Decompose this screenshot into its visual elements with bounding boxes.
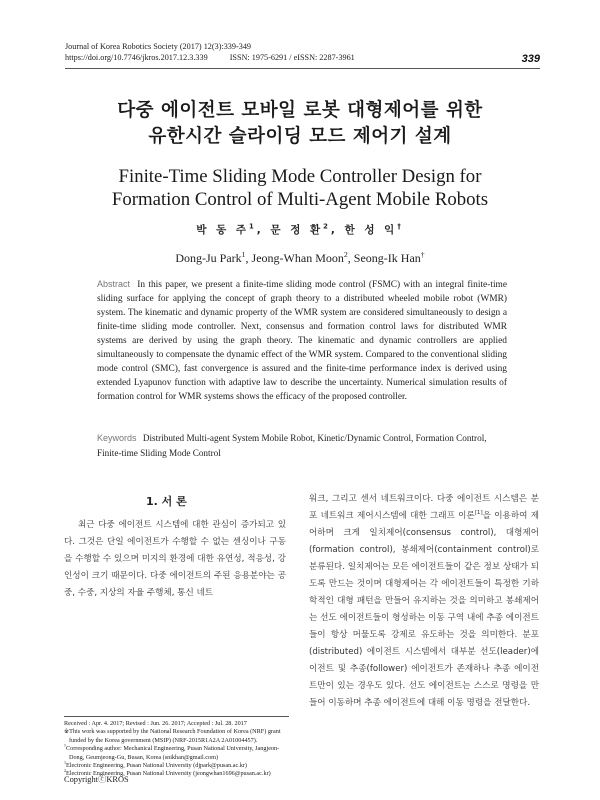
journal-citation: Journal of Korea Robotics Society (2017) 12(3):339-349 <box>65 42 252 51</box>
keywords-text: Distributed Multi-agent System Mobile Robot, Kinetic/Dynamic Control, Formation Control, Finite-time Sliding Mode Control <box>97 433 487 458</box>
abstract <box>97 277 507 404</box>
copyright-prefix: Copyright <box>64 775 98 784</box>
affiliation-mark-1: 1 <box>64 759 67 765</box>
copyright-icon: ⓒ <box>97 775 107 784</box>
affiliation-mark-2: 2 <box>64 768 67 774</box>
english-author-1-affil: 1 <box>241 250 246 259</box>
journal-header <box>65 41 540 63</box>
header-divider <box>65 68 540 69</box>
english-authors: Dong-Ju Park$^1$, Jeong-Whan Moon$^2$, Seong-Ik Han† <box>175 250 425 265</box>
body-right-column: 워크, 그리고 센서 네트워크이다. 다중 에이전트 시스템은 분포 네트워크 제어시스템에 대한 그래프 이론[1]을 이용하여 제어하며 크게 일치제어(consensus control), 대형제어(formation control), 봉쇄제어(containment control)로 분류된다. 일치제어는 모든 에이전트들이 같은 정보 상태가 되도록 만드는 것이며 대형제어는 각 에이전트들이 특정한 기하학적인 대형 패턴을 만들어 유지하는 것을 의미하고 봉쇄제어는 선도 에이전트들이 형성하는 이동 구역 내에 추종 에이전트들이 항상 머물도록 강제로 유도하는 것을 의미한다. 분포(distributed) 에이전트 시스템에서 대부분 선도(leader)에이전트 및 추종(follower) 에이전트가 존재하나 추종 에이전트만이 있는 경우도 있다. 선도 에이전트는 스스로 명령을 만들어 이동하며 추종 에이전트에 대해 이동 명령을 전달한다. <box>309 494 539 708</box>
keywords <box>97 431 507 461</box>
affiliation-note-2: $^2$Electronic Engineering, Pusan National University (jeongwhan1696@pusan.ac.kr) <box>64 768 271 778</box>
korean-author-3-affil: † <box>397 222 404 231</box>
funding-note: ※This work was supported by the National Research Foundation of Korea (NRF) grant funded by the Korea government (MSIP) (NRF-2015R1A2A 2A01004457). <box>64 728 281 744</box>
page-number: 339 <box>521 53 540 65</box>
korean-title-line1: 다중 에이전트 모바일 로봇 대형제어를 위한 <box>117 100 483 121</box>
korean-author-1-affil: 1 <box>249 222 257 231</box>
korean-title-line2: 유한시간 슬라이딩 모드 제어기 설계 <box>148 126 452 147</box>
citation-ref[interactable]: [1] <box>474 510 483 517</box>
doi-link[interactable]: https://doi.org/10.7746/jkros.2017.12.3.339 <box>65 53 208 62</box>
english-title <box>0 165 600 211</box>
abstract-label: Abstract <box>97 279 131 289</box>
korean-authors: 박 동 주$^1$, 문 정 환$^2$, 한 성 익† <box>196 222 404 236</box>
english-title-line2: Formation Control of Multi-Agent Mobile Robots <box>111 189 489 210</box>
english-author-2: Jeong-Whan Moon <box>251 251 344 265</box>
korean-author-2-affil: 2 <box>323 222 331 231</box>
abstract-text: In this paper, we present a finite-time sliding mode control (FSMC) with an integral finite-time sliding surface for applying the concept of graph theory to a distributed wheeled mobile robot (WMR) system. The kinematic and dynamic property of the WMR system are considered simultaneously to design a finite-time sliding mode controller. Next, consensus and formation control laws for distributed WMR systems are derived by using the graph theory. The kinematic and dynamic controllers are applied simultaneously to compensate the dynamic effect of the WMR system. Compared to the conventional sliding mode control (SMC), fast convergence is assured and the finite-time performance index is derived using extended Lyapunov function with adaptive law to describe the uncertainty. Numerical simulation results of formation control for WMR systems shows the efficacy of the proposed controller. <box>97 280 507 402</box>
body-left-column: 최근 다중 에이전트 시스템에 대한 관심이 증가되고 있다. 그것은 단일 에이전트가 수행할 수 없는 센싱이나 구동을 수행할 수 있으며 미지의 환경에 대한 유연성, 적응성, 강인성이 크기 때문이다. 다중 에이전트의 주된 응용분야는 공중, 수중, 지상의 자율 주행체, 통신 네트 <box>64 520 286 598</box>
english-author-3-affil: † <box>420 250 425 259</box>
english-author-1: Dong-Ju Park <box>175 251 242 265</box>
english-author-3: Seong-Ik Han <box>353 251 421 265</box>
english-author-2-affil: 2 <box>343 250 348 259</box>
korean-author-1: 박 동 주 <box>196 224 250 236</box>
affiliation-note-1: $^1$Electronic Engineering, Pusan National University (djpark@pusan.ac.kr) <box>64 759 247 770</box>
footnotes <box>64 720 289 779</box>
korean-title <box>0 98 600 150</box>
keywords-label: Keywords <box>97 433 137 443</box>
received-dates: Received : Apr. 4. 2017; Revised : Jun. 26. 2017; Accepted : Jul. 28. 2017 <box>64 720 247 727</box>
korean-author-3: 한 성 익 <box>344 224 398 236</box>
corresponding-mark: † <box>64 743 67 749</box>
issn: ISSN: 1975-6291 / eISSN: 2287-3961 <box>229 53 355 62</box>
english-title-line1: Finite-Time Sliding Mode Controller Design for <box>118 166 482 187</box>
korean-author-2: 문 정 환 <box>270 224 324 236</box>
corresponding-author-note: †Corresponding author: Mechanical Engineering, Pusan National University, Jangjeon-Dong, Geumjeong-Gu, Busan, Korea (snikhan@gmail.com) <box>64 743 280 761</box>
section-heading-introduction: 1. 서 론 <box>146 495 187 508</box>
copyright-holder: KROS <box>106 775 129 784</box>
copyright <box>64 773 129 785</box>
footnotes-divider <box>64 716 289 717</box>
